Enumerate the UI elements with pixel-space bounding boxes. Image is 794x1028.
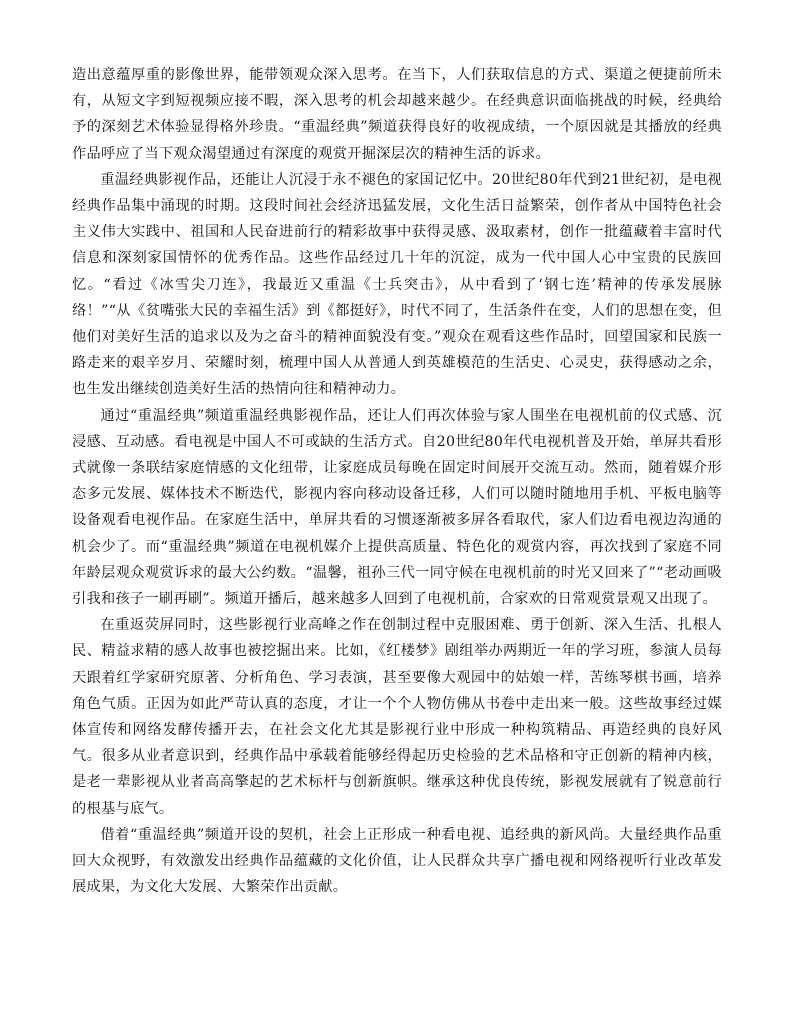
paragraph-ritual-viewing: 通过“重温经典”频道重温经典影视作品，还让人们再次体验与家人围坐在电视机前的仪式感、沉浸感、互动感。看电视是中国人不可或缺的生活方式。自20世纪80年代电视机普及开始，单屏共看形式就像一条联结家庭情感的文化纽带，让家庭成员每晚在固定时间展开交流互动。然而，随着媒介形态多元发展、媒体技术不断迭代，影视内容向移动设备迁移，人们可以随时随地用手机、平板电脑等设备观看电视作品。在家庭生活中，单屏共看的习惯逐渐被多屏各看取代，家人们边看电视边沟通的机会少了。而“重温经典”频道在电视机媒介上提供高质量、特色化的观赏内容，再次找到了家庭不同年龄层观众观赏诉求的最大公约数。“温馨，祖孙三代一同守候在电视机前的时光又回来了”“老动画吸引我和孩子一刷再刷”。频道开播后，越来越多人回到了电视机前，合家欢的日常观赏景观又出现了。 [72, 407, 722, 608]
paragraph-continuation: 造出意蕴厚重的影像世界，能带领观众深入思考。在当下，人们获取信息的方式、渠道之便捷前所未有，从短文字到短视频应接不暇，深入思考的机会却越来越少。在经典意识面临挑战的时候，经典给予的深刻艺术体验显得格外珍贵。“重温经典”频道获得良好的收视成绩，一个原因就是其播放的经典作品呼应了当下观众渴望通过有深度的观赏开掘深层次的精神生活的诉求。 [72, 67, 722, 162]
paragraph-family-memory: 重温经典影视作品，还能让人沉浸于永不褪色的家国记忆中。20世纪80年代到21世纪初，是电视经典作品集中涌现的时期。这段时间社会经济迅猛发展，文化生活日益繁荣，创作者从中国特色社会主义伟大实践中、祖国和人民奋进前行的精彩故事中获得灵感、汲取素材，创作一批蕴藏着丰富时代信息和深刻家国情怀的优秀作品。这些作品经过几十年的沉淀，成为一代中国人心中宝贵的民族回忆。“看过《冰雪尖刀连》，我最近又重温《士兵突击》，从中看到了‘钢七连’精神的传承发展脉络！”“从《贫嘴张大民的幸福生活》到《都挺好》，时代不同了，生活条件在变，人们的思想在变，但他们对美好生活的追求以及为之奋斗的精神面貌没有变。”观众在观看这些作品时，回望国家和民族一路走来的艰辛岁月、荣耀时刻，梳理中国人从普通人到英雄模范的生活史、心灵史，获得感动之余，也生发出继续创造美好生活的热情向往和精神动力。 [72, 171, 722, 398]
paragraph-production-stories: 在重返荧屏同时，这些影视行业高峰之作在创制过程中克服困难、勇于创新、深入生活、扎根人民、精益求精的感人故事也被挖掘出来。比如，《红楼梦》剧组举办两期近一年的学习班，参演人员每天跟着红学家研究原著、分析角色、学习表演，甚至要像大观园中的姑娘一样，苦练琴棋书画，培养角色气质。正因为如此严苛认真的态度，才让一个个人物仿佛从书卷中走出来一般。这些故事经过媒体宣传和网络发酵传播开去，在社会文化尤其是影视行业中形成一种构筑精品、再造经典的良好风气。很多从业者意识到，经典作品中承载着能够经得起历史检验的艺术品格和守正创新的精神内核，是老一辈影视从业者高高擎起的艺术标杆与创新旗帜。继承这种优良传统，影视发展就有了锐意前行的根基与底气。 [72, 617, 722, 817]
article-body [72, 62, 722, 901]
paragraph-conclusion: 借着“重温经典”频道开设的契机，社会上正形成一种看电视、追经典的新风尚。大量经典作品重回大众视野，有效激发出经典作品蕴藏的文化价值，让人民群众共享广播电视和网络视听行业改革发展成果，为文化大发展、大繁荣作出贡献。 [72, 826, 722, 896]
